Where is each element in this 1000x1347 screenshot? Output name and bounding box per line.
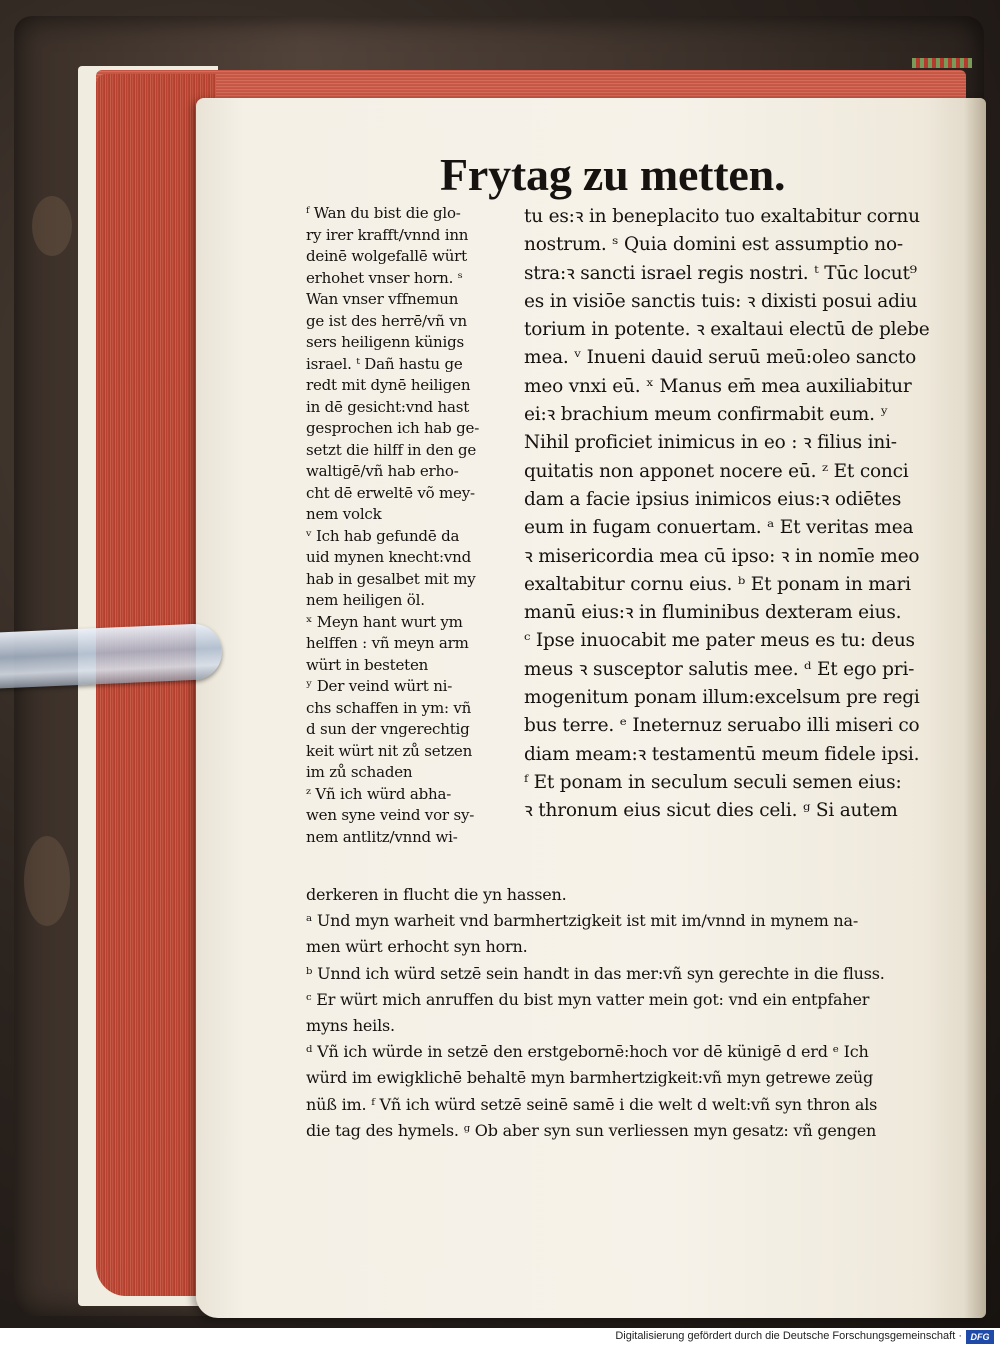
page-gutter-shadow xyxy=(964,98,986,1318)
text-line: nem volck xyxy=(306,505,382,523)
full-width-text xyxy=(306,882,946,1144)
text-line: sers heiligenn künigs xyxy=(306,333,465,351)
right-column-latin xyxy=(524,203,942,826)
text-line: nostrum. ˢ Quia domini est assumptio no- xyxy=(524,234,903,256)
text-line: derkeren in flucht die yn hassen. xyxy=(306,885,567,904)
text-line: bus terre. ᵉ Ineternuz seruabo illi miseri co xyxy=(524,715,920,737)
text-line: keit würt nit zů setzen xyxy=(306,741,473,760)
text-line: ge ist des herrē/vñ vn xyxy=(306,311,467,330)
text-line: hab in gesalbet mit my xyxy=(306,569,476,588)
text-line: erhohet vnser horn. ˢ xyxy=(306,268,463,287)
text-line: ˣ Meyn hant wurt ym xyxy=(306,612,463,631)
text-line: quitatis non apponet nocere eū. ᶻ Et conci xyxy=(524,460,909,482)
text-line: ei:ꝛ brachium meum confirmabit eum. ʸ xyxy=(524,404,889,426)
text-line: nüß im. ᶠ Vñ ich würd setzē seinē samē i die welt d welt:vñ syn thron als xyxy=(306,1094,878,1114)
text-line: men würt erhocht syn horn. xyxy=(306,937,528,957)
text-line: würd im ewigklichē behaltē myn barmhertzigkeit:vñ myn getrewe zeüg xyxy=(306,1068,874,1088)
text-line: stra:ꝛ sancti israel regis nostri. ᵗ Tūc locut⁹ xyxy=(524,262,917,284)
text-line: eum in fugam conuertam. ᵃ Et veritas mea xyxy=(524,517,914,539)
text-line: ꝛ misericordia mea cū ipso: ꝛ in nomīe meo xyxy=(524,545,920,567)
bookmark-ribbon xyxy=(912,58,972,68)
text-line: helffen : vñ meyn arm xyxy=(306,634,469,652)
text-line: setzt die hilff in den ge xyxy=(306,440,477,459)
text-line: mogenitum ponam illum:excelsum pre regi xyxy=(524,687,920,709)
text-line: manū eius:ꝛ in fluminibus dexteram eius. xyxy=(524,602,902,624)
text-line: d sun der vngerechtig xyxy=(306,720,470,738)
text-line: nem heiligen öl. xyxy=(306,591,425,609)
cover-wear-spot xyxy=(32,196,72,256)
text-line: Nihil proficiet inimicus in eo : ꝛ filius ini- xyxy=(524,432,897,454)
footer-credit: Digitalisierung gefördert durch die Deutsche Forschungsgemeinschaft · xyxy=(615,1330,962,1342)
text-line: ᶠ Et ponam in seculum seculi semen eius: xyxy=(524,771,902,793)
text-line: ʸ Der veind würt ni- xyxy=(306,677,453,695)
footer-bar xyxy=(0,1328,1000,1347)
text-line: nem antlitz/vnnd wi- xyxy=(306,827,458,846)
text-line: ᶜ Er würt mich anruffen du bist myn vatter mein got: vnd ein entpfaher xyxy=(306,989,870,1009)
text-line: meus ꝛ susceptor salutis mee. ᵈ Et ego pri- xyxy=(524,658,915,680)
text-line: es in visiōe sanctis tuis: ꝛ dixisti posui adiu xyxy=(524,290,918,312)
text-line: in dē gesicht:vnd hast xyxy=(306,397,470,416)
dfg-logo-icon: DFG xyxy=(966,1330,994,1344)
text-line: würt in besteten xyxy=(306,655,429,674)
text-line: wen syne veind vor sy- xyxy=(306,806,475,824)
text-line: ᵇ Unnd ich würd setzē sein handt in das mer:vñ syn gerechte in die fluss. xyxy=(306,963,885,983)
page-title: Frytag zu metten. xyxy=(440,149,786,200)
book-page xyxy=(196,98,986,1318)
text-line: ᵛ Ich hab gefundē da xyxy=(306,526,460,545)
text-line: ᶠ Wan du bist die glo- xyxy=(306,204,461,222)
text-line: dam a facie ipsius inimicos eius:ꝛ odiētes xyxy=(524,488,902,510)
text-line: myns heils. xyxy=(306,1016,395,1036)
text-line: meo vnxi eū. ˣ Manus em̄ mea auxiliabitur xyxy=(524,375,912,397)
text-line: exaltabitur cornu eius. ᵇ Et ponam in mari xyxy=(524,573,911,595)
text-line: ᵈ Vñ ich würde in setzē den erstgebornē:hoch vor dē künigē d erd ᵉ Ich xyxy=(306,1042,869,1062)
text-line: ᶻ Vñ ich würd abha- xyxy=(306,784,452,803)
text-line: chs schaffen in ym: vñ xyxy=(306,698,472,717)
text-line: die tag des hymels. ᵍ Ob aber syn sun verliessen myn gesatz: vñ gengen xyxy=(306,1120,877,1140)
text-line: deinē wolgefallē würt xyxy=(306,247,467,265)
glass-pointer xyxy=(0,623,223,690)
text-line: Wan vnser vffnemun xyxy=(306,290,459,308)
text-line: mea. ᵛ Inueni dauid seruū meū:oleo sancto xyxy=(524,347,917,369)
cover-wear-spot xyxy=(24,836,70,926)
text-line: ry irer krafft/vnnd inn xyxy=(306,225,469,244)
text-line: cht dē erweltē võ mey- xyxy=(306,483,475,502)
text-line: gesprochen ich hab ge- xyxy=(306,419,480,437)
text-line: ꝛ thronum eius sicut dies celi. ᵍ Si autem xyxy=(524,800,898,822)
text-line: tu es:ꝛ in beneplacito tuo exaltabitur cornu xyxy=(524,206,920,227)
text-line: ᵃ Und myn warheit vnd barmhertzigkeit ist mit im/vnnd in mynem na- xyxy=(306,911,859,931)
text-line: waltigē/vñ hab erho- xyxy=(306,462,459,480)
text-line: diam meam:ꝛ testamentū meum fidele ipsi. xyxy=(524,743,920,765)
text-line: uid mynen knecht:vnd xyxy=(306,548,471,566)
text-line: im zů schaden xyxy=(306,763,413,781)
text-line: redt mit dynē heiligen xyxy=(306,376,471,394)
text-line: torium in potente. ꝛ exaltaui electū de plebe xyxy=(524,319,930,341)
text-line: ᶜ Ipse inuocabit me pater meus es tu: deus xyxy=(524,630,915,652)
left-column-german xyxy=(306,203,521,848)
text-line: israel. ᵗ Dañ hastu ge xyxy=(306,354,463,373)
